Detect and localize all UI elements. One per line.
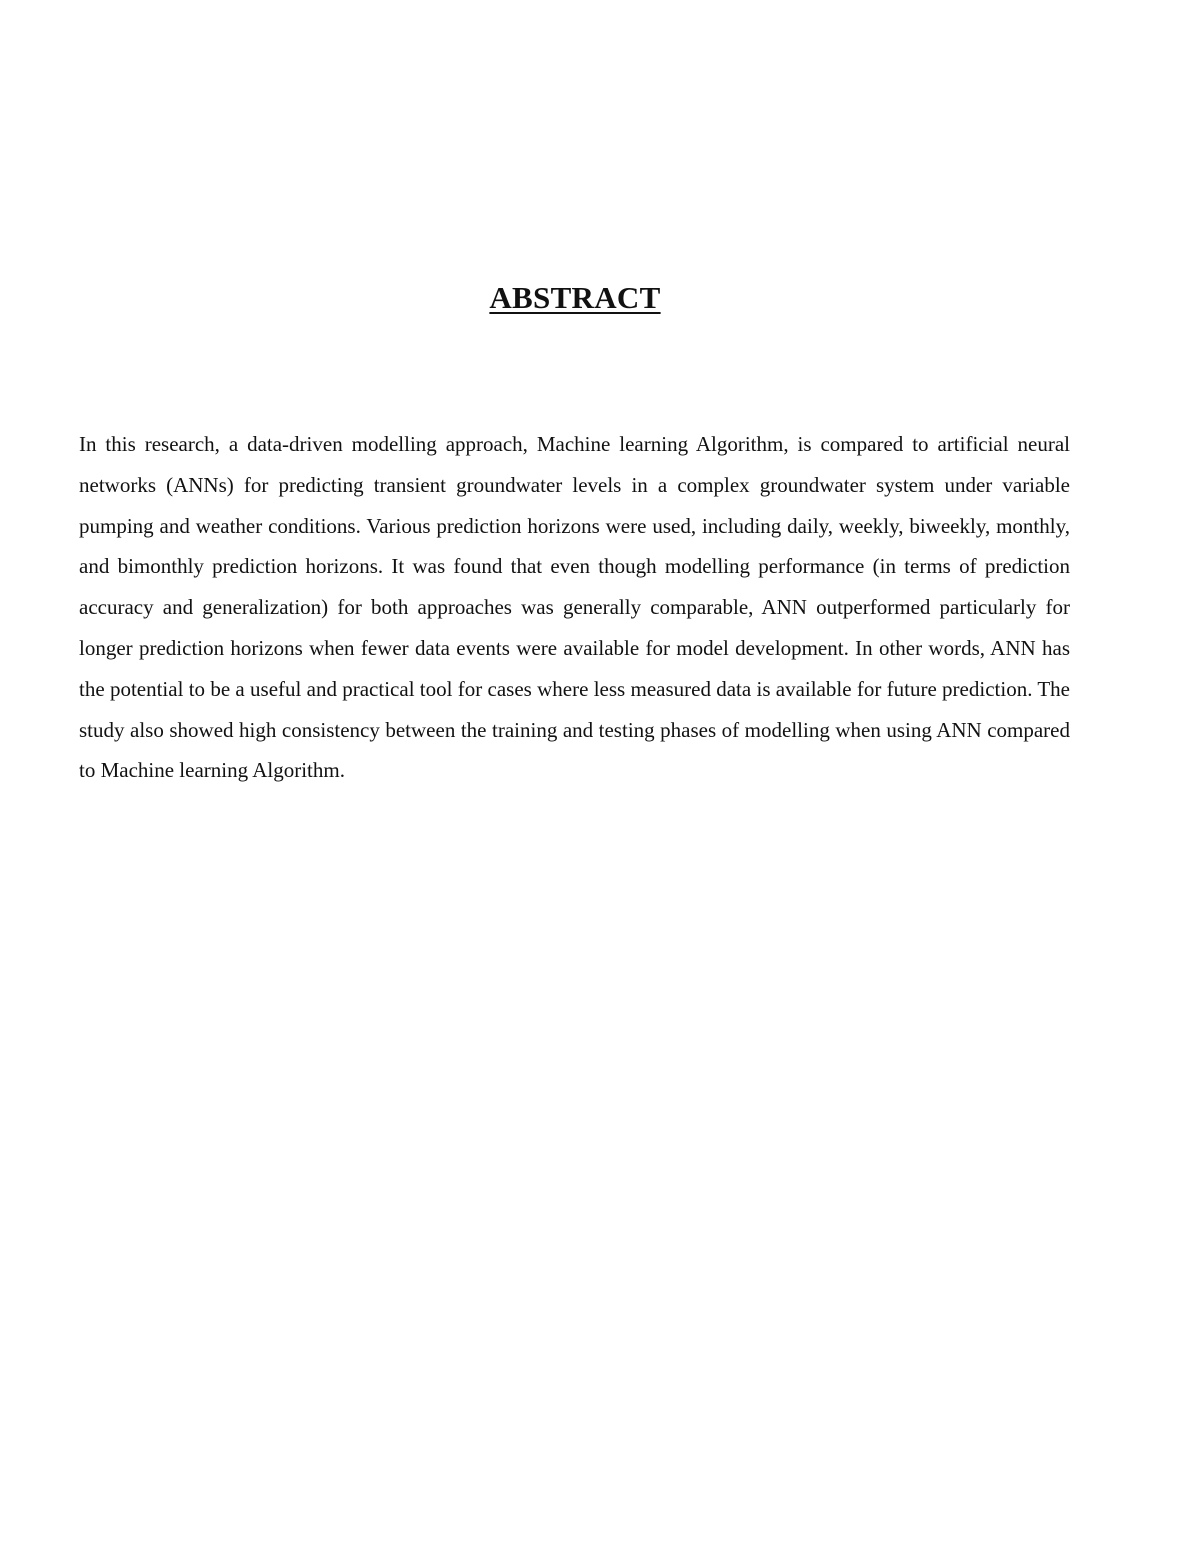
abstract-paragraph: In this research, a data-driven modelling approach, Machine learning Algorithm, is compared to artificial neural networks (ANNs) for predicting transient groundwater levels in a complex groundwater system under variable pumping and weather conditions. Various prediction horizons were used, including daily, weekly, biweekly, monthly, and bimonthly prediction horizons. It was found that even though modelling performance (in terms of prediction accuracy and generalization) for both approaches was generally comparable, ANN outperformed particularly for longer prediction horizons when fewer data events were available for model development. In other words, ANN has the potential to be a useful and practical tool for cases where less measured data is available for future prediction. The study also showed high consistency between the training and testing phases of modelling when using ANN compared to Machine learning Algorithm. <box>79 432 1070 783</box>
abstract-heading: ABSTRACT <box>489 280 661 315</box>
